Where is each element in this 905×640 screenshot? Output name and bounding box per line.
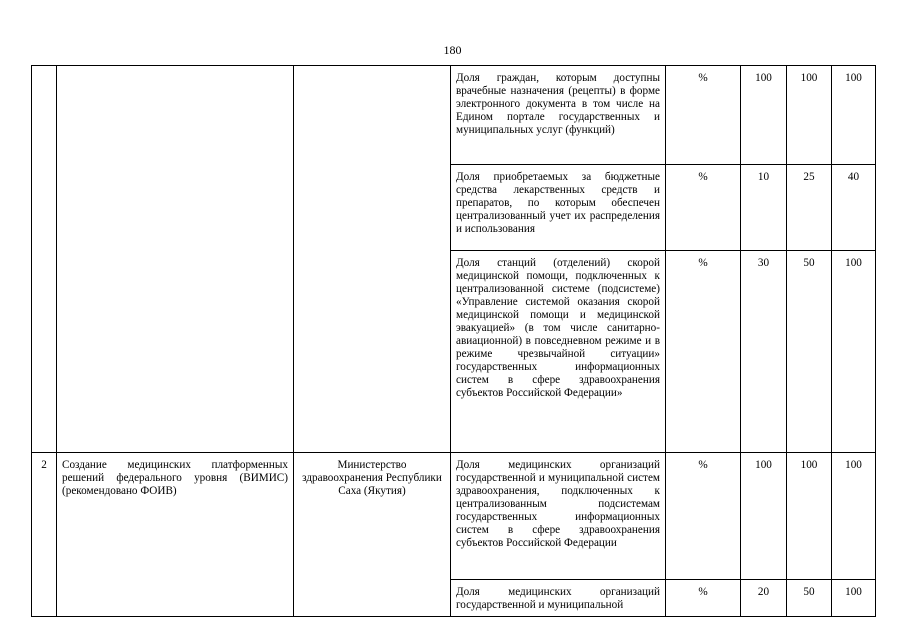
row-number-cell	[32, 66, 57, 453]
table-row	[32, 453, 876, 580]
value-cell-1: 20	[741, 580, 787, 617]
unit-cell: %	[666, 580, 741, 617]
indicator-cell: Доля приобретаемых за бюджетные средства лекарственных средств и препаратов, по которым обеспечен централизованный учет их распределения и использования	[451, 165, 666, 251]
document-table	[31, 65, 876, 617]
value-cell-3: 100	[832, 580, 876, 617]
value-cell-3: 100	[832, 251, 876, 453]
event-name-cell	[57, 66, 294, 453]
unit-cell: %	[666, 251, 741, 453]
responsible-cell	[294, 66, 451, 453]
indicator-cell: Доля медицинских организаций государственной и муниципальной систем здравоохранения, подключенных к централизованным подсистемам государственных информационных систем в сфере здравоохранения субъектов Российской Федерации	[451, 453, 666, 580]
event-name-cell: Создание медицинских платформенных решений федерального уровня (ВИМИС) (рекомендовано ФОИВ)	[57, 453, 294, 617]
value-cell-1: 30	[741, 251, 787, 453]
page-number: 180	[443, 43, 462, 57]
indicator-cell: Доля станций (отделений) скорой медицинской помощи, подключенных к централизованной системе (подсистеме) «Управление системой оказания скорой медицинской помощи и медицинской эвакуацией» (в том числе санитарно-авиационной) в повседневном режиме и в режиме чрезвычайной ситуации» государственных информационных систем в сфере здравоохранения субъектов Российской Федерации»	[451, 251, 666, 453]
value-cell-2: 50	[787, 580, 832, 617]
value-cell-2: 100	[787, 453, 832, 580]
value-cell-2: 25	[787, 165, 832, 251]
value-cell-3: 100	[832, 66, 876, 165]
value-cell-2: 50	[787, 251, 832, 453]
indicator-cell: Доля медицинских организаций государственной и муниципальной	[451, 580, 666, 617]
indicator-cell: Доля граждан, которым доступны врачебные назначения (рецепты) в форме электронного документа в том числе на Едином портале государственных и муниципальных услуг (функций)	[451, 66, 666, 165]
unit-cell: %	[666, 453, 741, 580]
value-cell-2: 100	[787, 66, 832, 165]
value-cell-3: 40	[832, 165, 876, 251]
unit-cell: %	[666, 165, 741, 251]
value-cell-3: 100	[832, 453, 876, 580]
unit-cell: %	[666, 66, 741, 165]
value-cell-1: 100	[741, 66, 787, 165]
table-row	[32, 66, 876, 165]
value-cell-1: 10	[741, 165, 787, 251]
value-cell-1: 100	[741, 453, 787, 580]
row-number-cell: 2	[32, 453, 57, 617]
responsible-cell: Министерство здравоохранения Республики Саха (Якутия)	[294, 453, 451, 617]
